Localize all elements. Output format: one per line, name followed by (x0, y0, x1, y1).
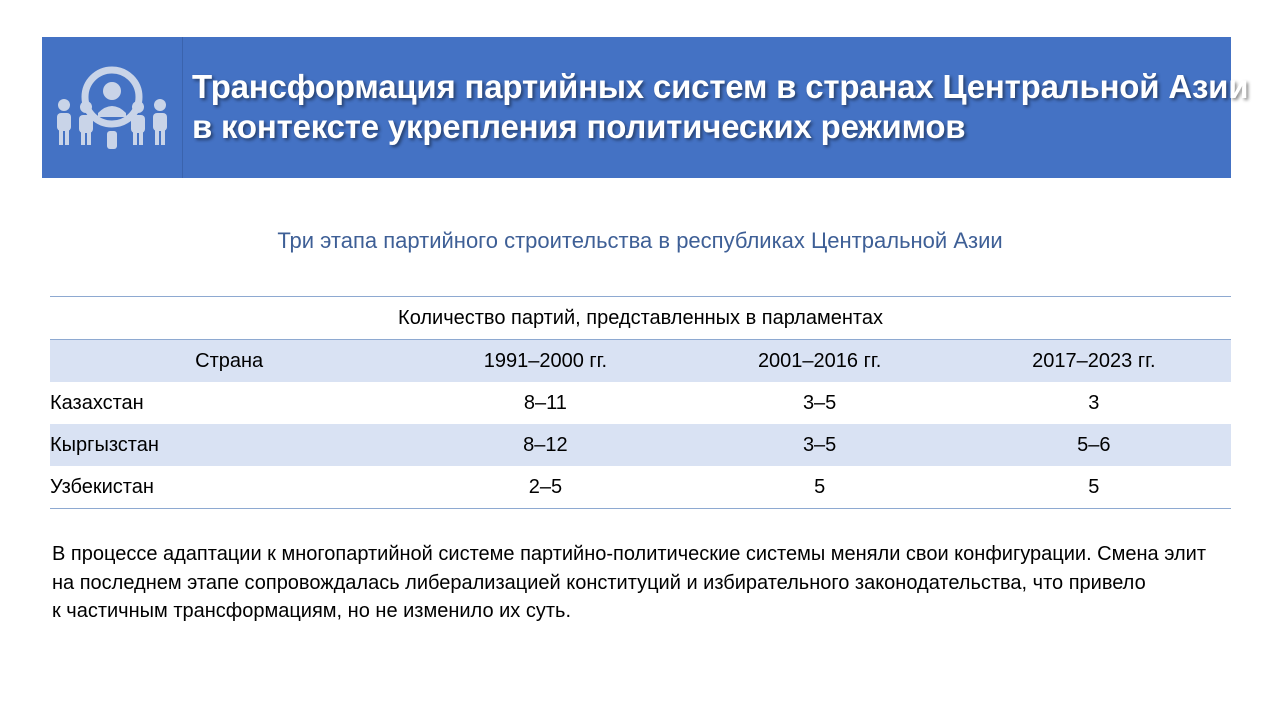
parties-table (50, 296, 1231, 509)
table-caption: Количество партий, представленных в парламентах (50, 297, 1231, 340)
value-cell: 8–12 (408, 424, 682, 466)
country-cell: Кыргызстан (50, 424, 408, 466)
column-header-period-2: 2001–2016 гг. (683, 340, 957, 383)
slide-title (192, 67, 1249, 147)
value-cell: 2–5 (408, 466, 682, 509)
people-group-icon (52, 55, 172, 155)
header-icon-box (42, 37, 183, 178)
body-paragraph (52, 540, 1212, 626)
value-cell: 5–6 (957, 424, 1231, 466)
table-header-row (50, 340, 1231, 383)
table-row (50, 466, 1231, 509)
value-cell: 3 (1088, 391, 1100, 414)
table-caption-row (50, 297, 1231, 340)
column-header-period-3: 2017–2023 гг. (957, 340, 1231, 383)
value-cell: 8–11 (523, 391, 567, 414)
table-row (50, 424, 1231, 466)
body-line-2: на последнем этапе сопровождалась либерализацией конституций и избирательного законодательства, что привело (52, 571, 1146, 594)
column-header-country: Страна (50, 340, 408, 383)
value-cell: 5 (957, 466, 1231, 509)
country-cell: Казахстан (50, 391, 144, 414)
table-row (50, 382, 1231, 424)
value-cell: 5 (683, 466, 957, 509)
table-subtitle: Три этапа партийного строительства в республиках Центральной Азии (277, 228, 1003, 253)
country-cell: Узбекистан (50, 466, 408, 509)
value-cell: 3–5 (802, 391, 837, 414)
title-line-2: в контексте укрепления политических режимов (192, 108, 966, 145)
column-header-period-1: 1991–2000 гг. (408, 340, 682, 383)
header-band (42, 37, 1249, 178)
value-cell: 3–5 (683, 424, 957, 466)
body-line-1: В процессе адаптации к многопартийной системе партийно-политические системы меняли свои конфигурации. Смена элит (52, 543, 1206, 565)
body-line-3: к частичным трансформациям, но не изменило их суть. (52, 600, 571, 622)
title-line-1: Трансформация партийных систем в странах Центральной Азии (192, 68, 1249, 105)
